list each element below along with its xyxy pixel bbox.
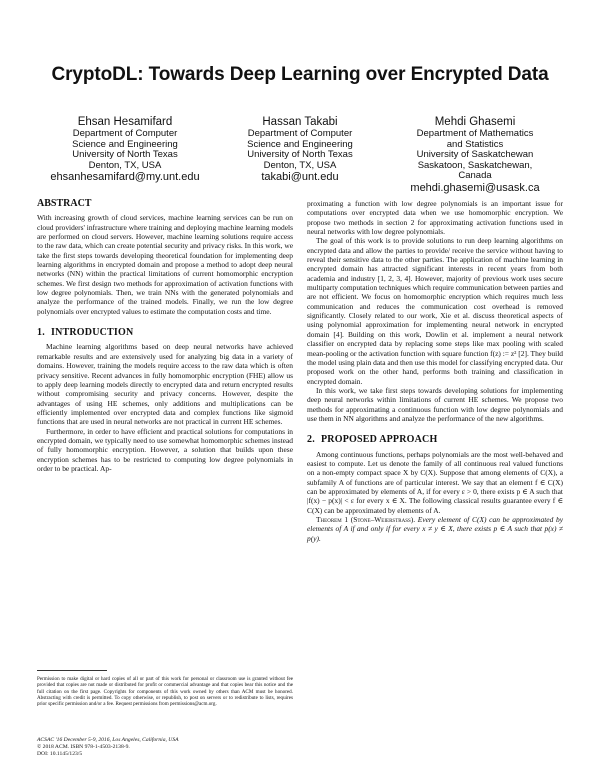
paper-title: CryptoDL: Towards Deep Learning over Encrypted Data: [51, 64, 549, 85]
permission-footnote: Permission to make digital or hard copies of all or part of this work for personal or classroom use is granted without fee provided that copies are not made or distributed for profit or commercial advantage and that copies bear this notice and the full citation on the first page. Copyrights for components of this work owned by others than ACM must be honored. Abstracting with credit is permitted. To copy otherwise, or republish, to post on servers or to redistribute to lists, requires prior specific permission and/or a fee. Request permissions from permissions@acm.org.: [37, 676, 293, 708]
copyright-line: © 2018 ACM. ISBN 978-1-4503-2138-9.: [37, 744, 130, 750]
author-affiliation-line: Canada: [458, 170, 492, 181]
author-affiliation-line: and Statistics: [446, 138, 504, 150]
section-title: INTRODUCTION: [51, 327, 134, 339]
author-email: mehdi.ghasemi@usask.ca: [410, 181, 540, 194]
author-2: [220, 116, 380, 184]
author-email: ehsanhesamifard@my.unt.edu: [50, 171, 200, 183]
author-name: Ehsan Hesamifard: [77, 116, 173, 128]
theorem-1: [307, 515, 563, 543]
author-affiliation-line: Department of Mathematics: [416, 128, 534, 139]
paragraph: Furthermore, in order to have efficient and practical solutions for computations in encrypted domain, we typically need to use somewhat homomorphic schemes instead of fully homomorphic encryption. However, a solution that builds upon these encryption schemes has to be restricted to computing low degree polynomials in order to be practical. Ap-: [37, 426, 293, 473]
section-heading-introduction: [37, 328, 293, 337]
author-affiliation-line: Department of Computer: [247, 128, 353, 139]
abstract-heading: ABSTRACT: [37, 198, 92, 209]
author-affiliation-line: University of Saskatchewan: [416, 149, 534, 160]
author-affiliation-line: University of North Texas: [72, 149, 178, 160]
paragraph: Among continuous functions, perhaps polynomials are the most well-behaved and easiest to compute. Let us denote the family of all continuous real valued functions on a non-empty compact space X by C(X). Suppose that among elements of C(X), a subfamily A of functions are of particular interest. We say that an element f ∈ C(X) can be approximated by elements of A, if for every ε > 0, there exists p ∈ A such that |f(x) − p(x)| < ε for every x ∈ X. The following classical results guarantee every f ∈ C(X) can be approximated by elements of A.: [307, 449, 563, 515]
author-affiliation-line: Science and Engineering: [72, 138, 178, 150]
author-email: takabi@unt.edu: [261, 171, 339, 183]
author-affiliation-line: Saskatoon, Saskatchewan,: [417, 159, 533, 171]
author-affiliation-line: Department of Computer: [72, 128, 178, 139]
author-1: [40, 116, 210, 184]
theorem-label: Theorem 1 (Stone–Weierstrass).: [316, 515, 416, 524]
doi-line: DOI: 10.1145/123/5: [37, 751, 83, 757]
author-affiliation-line: Science and Engineering: [247, 138, 353, 150]
left-column: [37, 199, 293, 473]
section-number: 1.: [37, 327, 45, 339]
section-heading-proposed-approach: [307, 435, 563, 444]
author-affiliation-line: Denton, TX, USA: [88, 159, 162, 171]
author-name: Hassan Takabi: [262, 116, 338, 128]
section-number: 2.: [307, 434, 315, 446]
right-column: [307, 199, 563, 543]
author-block: [40, 116, 560, 192]
paragraph: proximating a function with low degree polynomials is an important issue for computations over encrypted data when we use homomorphic encryption. We propose two methods in section 2 for approximating activation functions used in neural networks with low degree polynomials.: [307, 199, 563, 237]
author-3: [390, 116, 560, 194]
author-affiliation-line: Denton, TX, USA: [263, 159, 337, 171]
theorem-text: Every element of C(X) can be approximated by elements of A if and only if for every x ≠ y ∈ X, there exists p ∈ A such that p(x) ≠ p(y).: [307, 515, 563, 543]
author-affiliation-line: University of North Texas: [247, 149, 353, 160]
conference-info: [37, 737, 293, 758]
abstract-text: With increasing growth of cloud services, machine learning services can be run on cloud providers' infrastructure where training and deploying machine learning models are performed on cloud servers. However, machine learning solutions require access to the raw data, which can create potential security and privacy risks. In this work, we take the first steps towards developing theoretical foundation for implementing deep learning algorithms in encrypted domain and propose a method to adopt deep neural networks (NN) within the practical limitations of current homomorphic encryption schemes. We first design two methods for approximation of activation functions with low degree polynomials. Then, we train NNs with the generated polynomials and analyze the performance of the trained models. Finally, we run the low degree polynomials over encrypted values to estimate the computation costs and time.: [37, 213, 293, 316]
paragraph: Machine learning algorithms based on deep neural networks have achieved remarkable results and are extensively used for analyzing big data in a variety of domains. However, training the models require access to the raw data which is often privacy sensitive. Recent advances in fully homomorphic encryption (FHE) allow us to apply deep learning models directly to encrypted data and return encrypted results without compromising security and privacy concerns. However, despite the advantages of using HE schemes, only additions and multiplications can be efficiently implemented over encrypted data and complex functions like sigmoid functions that are used in neural networks are not practical in current HE schemes.: [37, 342, 293, 427]
paragraph: In this work, we take first steps towards developing solutions for implementing deep neural networks within limitations of current HE schemes. We propose two methods for approximating a continuous function with low degree polynomials and use them in NN algorithms and analyze the performance of the new algorithms.: [307, 385, 563, 423]
conference-venue: ACSAC '16 December 5-9, 2016, Los Angeles, California, USA: [37, 737, 179, 743]
author-name: Mehdi Ghasemi: [434, 116, 516, 128]
paragraph: The goal of this work is to provide solutions to run deep learning algorithms on encrypted data and allow the parties to provide/ receive the service without having to reveal their sensitive data to the other parties. The application of machine learning in encrypted domain has attracted significant interests in recent years from both academia and industry [1, 2, 3, 4]. However, majority of previous work uses secure multiparty computation techniques which require communication between parties and are not efficient. We focus on homomorphic encryption which requires much less communication and reduces the communication cost overhead is removed significantly. Closely related to our work, Xie et al. discuss theoretical aspects of using polynomial approximation for implementing neural network in encrypted domain [4]. Building on this work, Dowlin et al. implement a neural network classifier on encrypted data by replacing some steps like max pooling with scaled mean-pooling or the activation function with square function f(z) := z² [2]. They build the model using plain data and then use this model for classifying encrypted data. Our proposed work on the other hand, performs both training and classification in encrypted domain.: [307, 236, 563, 386]
footnote-rule: [37, 670, 107, 671]
section-title: PROPOSED APPROACH: [321, 434, 438, 446]
